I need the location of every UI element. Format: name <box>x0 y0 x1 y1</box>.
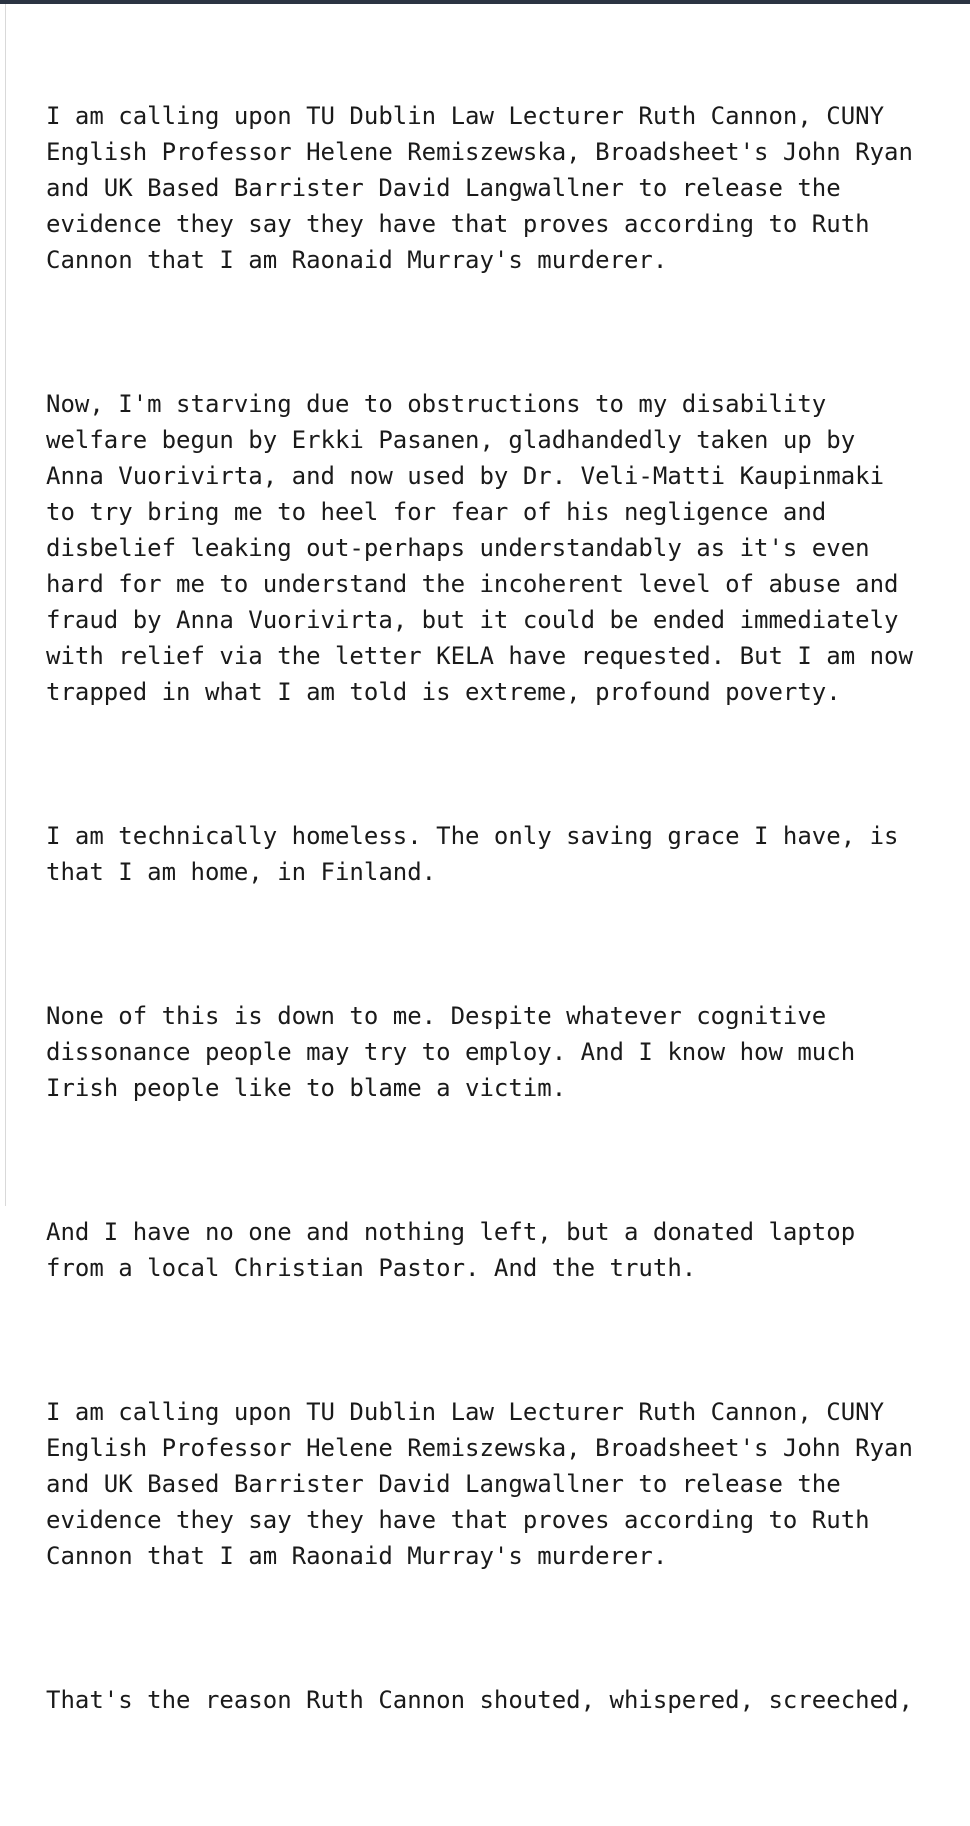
left-border <box>5 4 6 1206</box>
paragraph: None of this is down to me. Despite whatever cognitive dissonance people may try to employ. And I know how much Irish people like to blame a victim. <box>46 1002 856 1102</box>
paragraph: I am technically homeless. The only saving grace I have, is that I am home, in Finland. <box>46 822 899 886</box>
paragraph: Now, I'm starving due to obstructions to my disability welfare begun by Erkki Pasanen, gladhandedly taken up by Anna Vuorivirta, and now used by Dr. Veli-Matti Kaupinmaki to try bring me to heel for fear of his negligence and disbelief leaking out-perhaps understandably as it's even hard for me to understand the incoherent level of abuse and fraud by Anna Vuorivirta, but it could be ended immediately with relief via the letter KELA have requested. But I am now trapped in what I am told is extreme, profound poverty. <box>46 390 913 706</box>
document-body[interactable] <box>46 26 946 1826</box>
paragraph: I am calling upon TU Dublin Law Lecturer Ruth Cannon, CUNY English Professor Helene Remiszewska, Broadsheet's John Ryan and UK Based Barrister David Langwallner to release the evidence they say they have that proves according to Ruth Cannon that I am Raonaid Murray's murderer. <box>46 102 913 274</box>
top-border <box>0 0 970 4</box>
paragraph: I am calling upon TU Dublin Law Lecturer Ruth Cannon, CUNY English Professor Helene Remiszewska, Broadsheet's John Ryan and UK Based Barrister David Langwallner to release the evidence they say they have that proves according to Ruth Cannon that I am Raonaid Murray's murderer. <box>46 1398 913 1570</box>
paragraph: That's the reason Ruth Cannon shouted, whispered, screeched, <box>46 1686 913 1714</box>
paragraph: And I have no one and nothing left, but a donated laptop from a local Christian Pastor. And the truth. <box>46 1218 856 1282</box>
